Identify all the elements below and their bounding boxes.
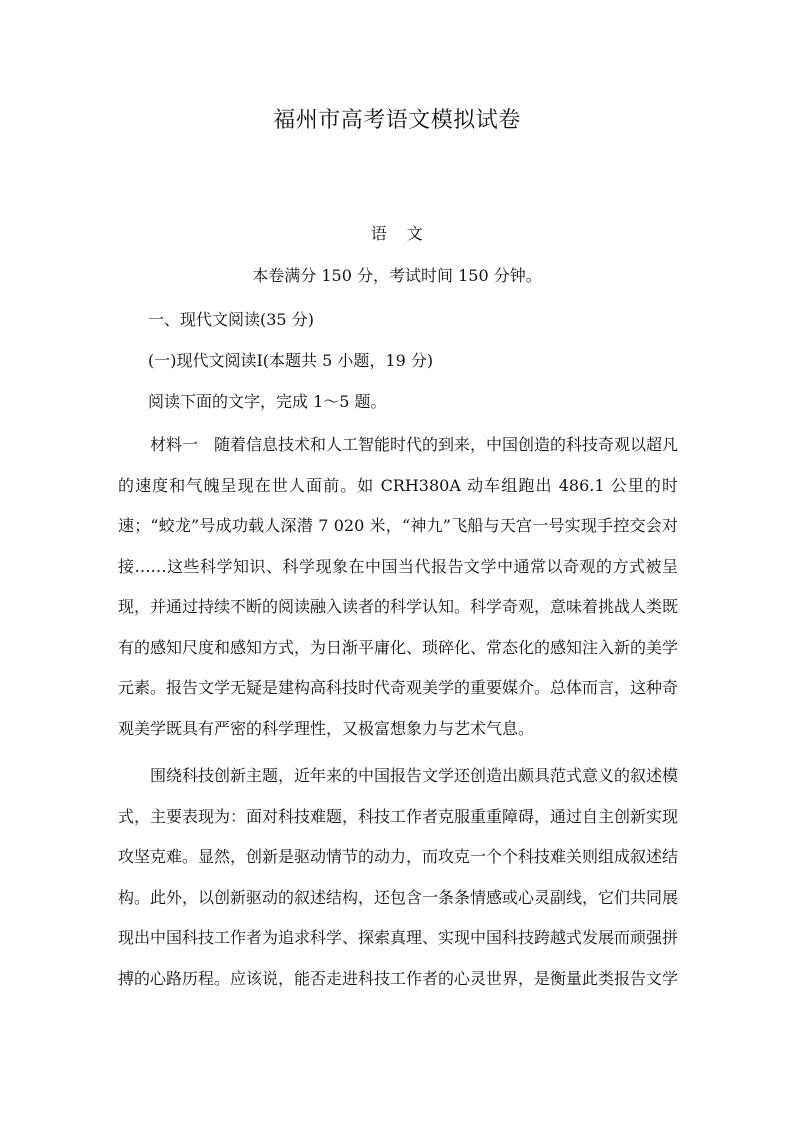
material-one-paragraph: 材料一 随着信息技术和人工智能时代的到来，中国创造的科技奇观以超凡的速度和气魄呈现在世人面前。如 CRH380A 动车组跑出 486.1 公里的时速；“蛟龙”号成功载人深潜 7 020 米，“神九”飞船与天宫一号实现手控交会对接……这些科学知识、科学现象在中国当代报告文学中通常以奇观的方式被呈现，并通过持续不断的阅读融入读者的科学认知。科学奇观，意味着挑战人类既有的感知尺度和感知方式，为日渐平庸化、琐碎化、常态化的感知注入新的美学元素。报告文学无疑是建构高科技时代奇观美学的重要媒介。总体而言，这种奇观美学既具有严密的科学理性，又极富想象力与艺术气息。 bbox=[118, 435, 679, 738]
document-title: 福州市高考语文模拟试卷 bbox=[273, 108, 521, 133]
section-heading-modern-reading: 一、现代文阅读(35 分) bbox=[148, 310, 314, 329]
reading-instruction: 阅读下面的文字，完成 1～5 题。 bbox=[148, 392, 387, 411]
subject-heading: 语 文 bbox=[370, 224, 424, 243]
body-paragraph: 围绕科技创新主题，近年来的中国报告文学还创造出颇具范式意义的叙述模式，主要表现为：面对科技难题，科技工作者克服重重障碍，通过自主创新实现攻坚克难。显然，创新是驱动情节的动力，而攻克一个个科技难关则组成叙述结构。此外，以创新驱动的叙述结构，还包含一条条情感或心灵副线，它们共同展现出中国科技工作者为追求科学、探索真理、实现中国科技跨越式发展而顽强拼搏的心路历程。应该说，能否走进科技工作者的心灵世界，是衡量此类报告文学 bbox=[118, 766, 679, 988]
subsection-heading-reading-1: (一)现代文阅读Ⅰ(本题共 5 小题，19 分) bbox=[148, 351, 434, 370]
exam-info: 本卷满分 150 分，考试时间 150 分钟。 bbox=[252, 266, 542, 285]
